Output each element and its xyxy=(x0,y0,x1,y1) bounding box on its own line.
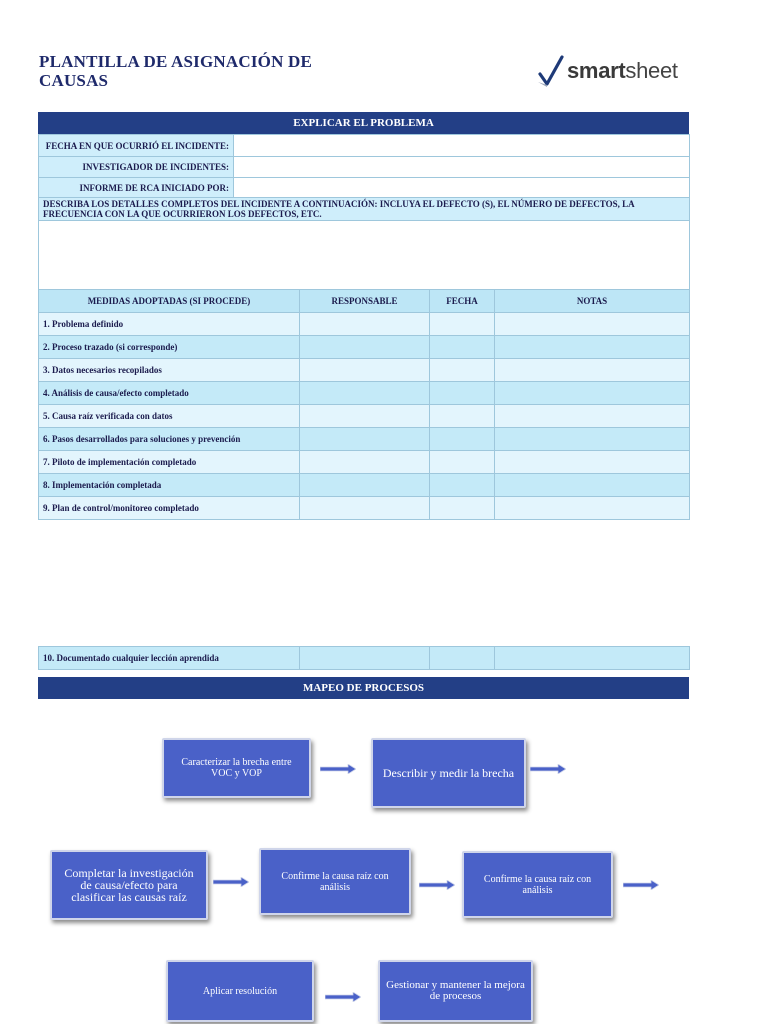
date-cell[interactable] xyxy=(430,451,495,474)
checkmark-icon xyxy=(537,54,565,88)
flow-arrow-icon xyxy=(320,764,356,774)
table-row xyxy=(39,405,690,428)
date-cell[interactable] xyxy=(430,428,495,451)
step-label: 2. Proceso trazado (si corresponde) xyxy=(39,336,300,359)
process-box-confirm-root-cause: Confirme la causa raíz con análisis xyxy=(259,848,411,915)
process-box-describe-gap: Describir y medir la brecha xyxy=(371,738,526,808)
responsible-cell[interactable] xyxy=(300,359,430,382)
step-label: 10. Documentado cualquier lección aprendida xyxy=(39,647,300,670)
notes-cell[interactable] xyxy=(495,405,690,428)
notes-cell[interactable] xyxy=(495,497,690,520)
description-label: DESCRIBA LOS DETALLES COMPLETOS DEL INCIDENTE A CONTINUACIÓN: INCLUYA EL DEFECTO (S), EL NÚMERO DE DEFECTOS, LA FRECUENCIA CON LA QUE OCURRIERON LOS DEFECTOS, ETC. xyxy=(39,198,690,221)
problem-section-header: EXPLICAR EL PROBLEMA xyxy=(38,112,689,134)
table-row xyxy=(39,313,690,336)
date-cell[interactable] xyxy=(430,405,495,428)
step-label: 1. Problema definido xyxy=(39,313,300,336)
field-label-incident-date: FECHA EN QUE OCURRIÓ EL INCIDENTE: xyxy=(39,135,234,157)
logo-text-light: sheet xyxy=(625,58,678,83)
notes-cell[interactable] xyxy=(495,647,690,670)
table-row xyxy=(39,647,690,670)
step-label: 8. Implementación completada xyxy=(39,474,300,497)
process-box-apply-resolution: Aplicar resolución xyxy=(166,960,314,1022)
flow-arrow-icon xyxy=(530,764,566,774)
column-header-date: FECHA xyxy=(430,290,495,313)
step-label: 5. Causa raíz verificada con datos xyxy=(39,405,300,428)
flow-arrow-icon xyxy=(419,880,455,890)
date-cell[interactable] xyxy=(430,647,495,670)
column-header-responsible: RESPONSABLE xyxy=(300,290,430,313)
table-row xyxy=(39,497,690,520)
step-label: 7. Piloto de implementación completado xyxy=(39,451,300,474)
problem-fields-table xyxy=(38,134,690,290)
date-cell[interactable] xyxy=(430,382,495,405)
date-cell[interactable] xyxy=(430,336,495,359)
table-row xyxy=(39,382,690,405)
field-label-rca-initiator: INFORME DE RCA INICIADO POR: xyxy=(39,178,234,198)
table-row xyxy=(39,451,690,474)
notes-cell[interactable] xyxy=(495,474,690,497)
responsible-cell[interactable] xyxy=(300,474,430,497)
field-label-investigator: INVESTIGADOR DE INCIDENTES: xyxy=(39,157,234,178)
responsible-cell[interactable] xyxy=(300,405,430,428)
responsible-cell[interactable] xyxy=(300,451,430,474)
column-header-actions: MEDIDAS ADOPTADAS (SI PROCEDE) xyxy=(39,290,300,313)
actions-table xyxy=(38,289,690,520)
field-value-rca-initiator[interactable] xyxy=(234,178,690,198)
notes-cell[interactable] xyxy=(495,336,690,359)
table-row xyxy=(39,359,690,382)
process-box-confirm-root-cause-2: Confirme la causa raíz con análisis xyxy=(462,851,613,918)
process-box-complete-investigation: Completar la investigación de causa/efecto para clasificar las causas raíz xyxy=(50,850,208,920)
notes-cell[interactable] xyxy=(495,428,690,451)
notes-cell[interactable] xyxy=(495,382,690,405)
process-box-characterize-gap: Caracterizar la brecha entre VOC y VOP xyxy=(162,738,311,798)
column-header-notes: NOTAS xyxy=(495,290,690,313)
smartsheet-logo xyxy=(537,54,678,88)
step-label: 9. Plan de control/monitoreo completado xyxy=(39,497,300,520)
responsible-cell[interactable] xyxy=(300,336,430,359)
notes-cell[interactable] xyxy=(495,313,690,336)
page-title: PLANTILLA DE ASIGNACIÓN DE CAUSAS xyxy=(39,52,313,90)
date-cell[interactable] xyxy=(430,313,495,336)
step-label: 6. Pasos desarrollados para soluciones y prevención xyxy=(39,428,300,451)
responsible-cell[interactable] xyxy=(300,382,430,405)
responsible-cell[interactable] xyxy=(300,497,430,520)
process-box-manage-improvement: Gestionar y mantener la mejora de procesos xyxy=(378,960,533,1022)
date-cell[interactable] xyxy=(430,497,495,520)
flow-arrow-icon xyxy=(325,992,361,1002)
actions-table-continued xyxy=(38,646,690,670)
table-row xyxy=(39,428,690,451)
step-label: 3. Datos necesarios recopilados xyxy=(39,359,300,382)
date-cell[interactable] xyxy=(430,474,495,497)
notes-cell[interactable] xyxy=(495,451,690,474)
process-mapping-header: MAPEO DE PROCESOS xyxy=(38,677,689,699)
step-label: 4. Análisis de causa/efecto completado xyxy=(39,382,300,405)
field-value-incident-date[interactable] xyxy=(234,135,690,157)
logo-text-bold: smart xyxy=(567,58,626,83)
responsible-cell[interactable] xyxy=(300,428,430,451)
flow-arrow-icon xyxy=(213,877,249,887)
notes-cell[interactable] xyxy=(495,359,690,382)
table-row xyxy=(39,336,690,359)
flow-arrow-icon xyxy=(623,880,659,890)
description-field[interactable] xyxy=(39,221,690,290)
table-row xyxy=(39,474,690,497)
responsible-cell[interactable] xyxy=(300,313,430,336)
date-cell[interactable] xyxy=(430,359,495,382)
responsible-cell[interactable] xyxy=(300,647,430,670)
field-value-investigator[interactable] xyxy=(234,157,690,178)
